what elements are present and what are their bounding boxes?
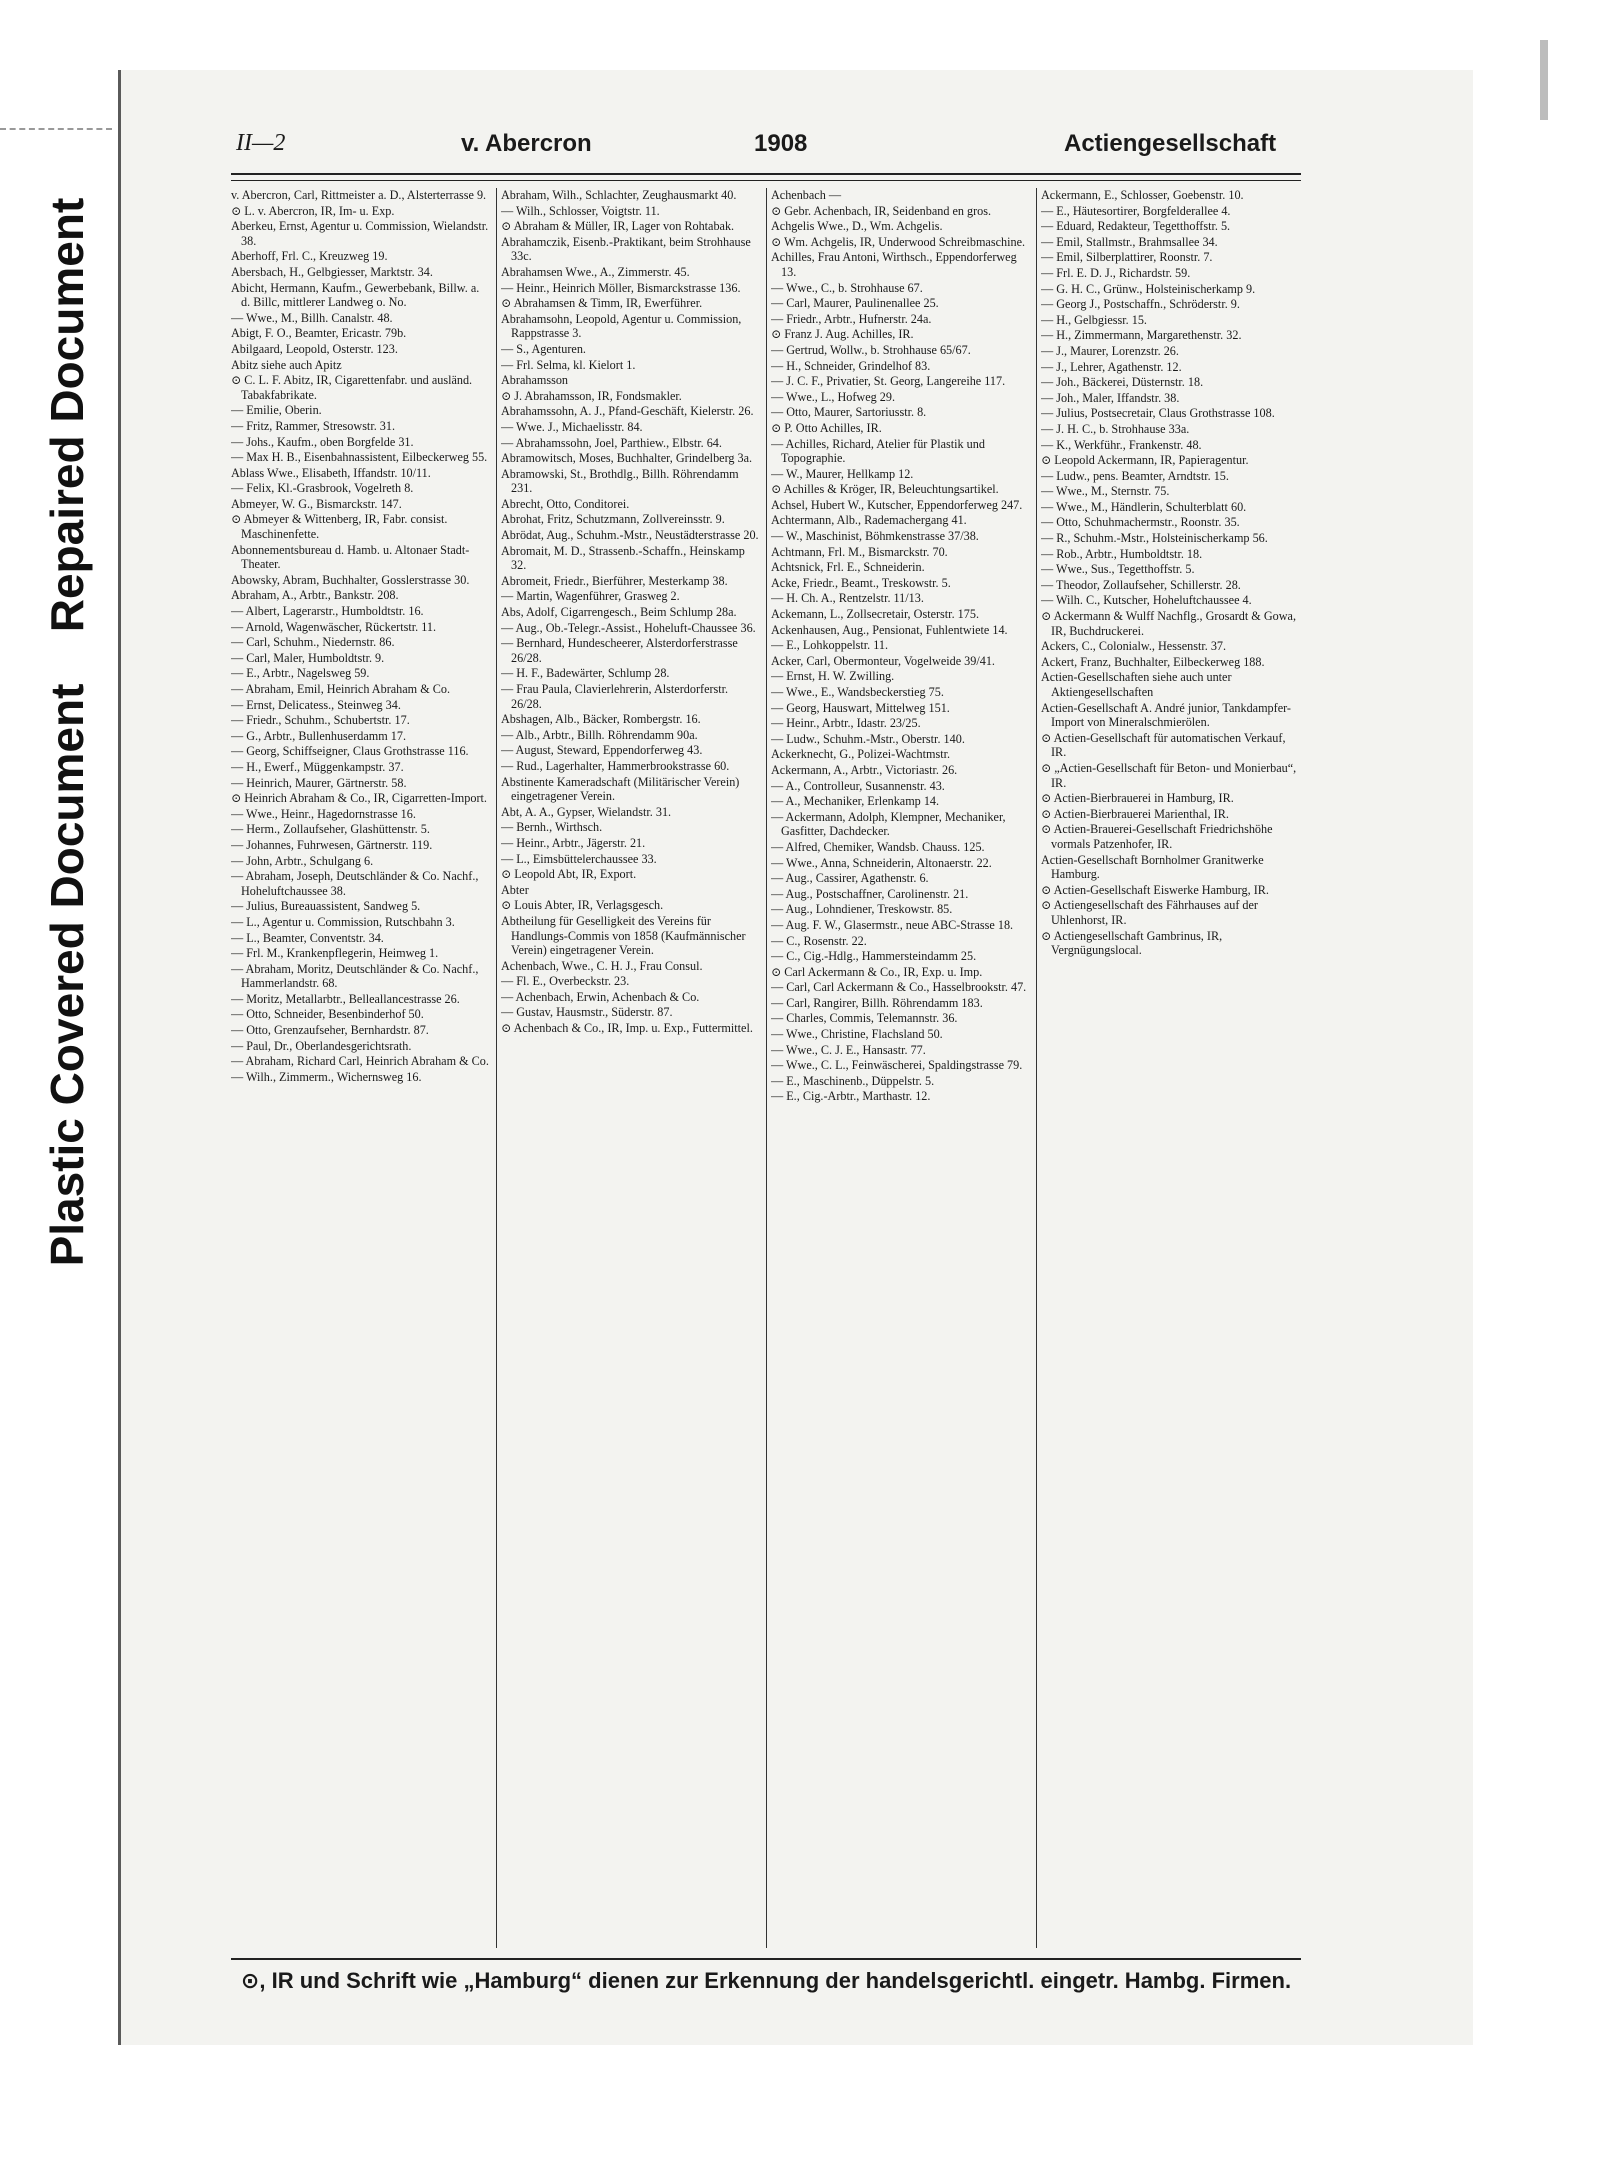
directory-entry: — Julius, Postsecretair, Claus Grothstrasse 108. bbox=[1041, 406, 1275, 421]
directory-entry: — Fritz, Rammer, Stresowstr. 31. bbox=[231, 418, 396, 433]
directory-entry: — Otto, Schneider, Besenbinderhof 50. bbox=[231, 1007, 424, 1022]
directory-entry: — Martin, Wagenführer, Grasweg 2. bbox=[501, 589, 680, 604]
directory-entry: — Carl, Maler, Humboldtstr. 9. bbox=[231, 650, 385, 665]
directory-entry: Achenbach, Wwe., C. H. J., Frau Consul. bbox=[501, 958, 703, 973]
directory-entry: — August, Steward, Eppendorferweg 43. bbox=[501, 743, 703, 758]
directory-entry: — Moritz, Metallarbtr., Belleallancestrasse 26. bbox=[231, 991, 460, 1006]
directory-entry: — Alfred, Chemiker, Wandsb. Chauss. 125. bbox=[771, 839, 985, 854]
directory-entry: — Frl. M., Krankenpflegerin, Heimweg 1. bbox=[231, 946, 439, 961]
directory-entry: Abigt, F. O., Beamter, Ericastr. 79b. bbox=[231, 326, 407, 341]
directory-entry: — H., Ewerf., Müggenkampstr. 37. bbox=[231, 759, 404, 774]
directory-entry: ⊙ Actien-Bierbrauerei in Hamburg, IR. bbox=[1041, 791, 1234, 806]
directory-entry: Abt, A. A., Gypser, Wielandstr. 31. bbox=[501, 804, 672, 819]
directory-entry: Achtmann, Frl. M., Bismarckstr. 70. bbox=[771, 544, 948, 559]
directory-entry: — Wilh., Zimmerm., Wichernsweg 16. bbox=[231, 1069, 422, 1084]
directory-entry: Abraham, Wilh., Schlachter, Zeughausmarkt 40. bbox=[501, 188, 737, 202]
directory-entry: — Wwe., C. J. E., Hansastr. 77. bbox=[771, 1042, 926, 1057]
directory-entry: — Ernst, Delicatess., Steinweg 34. bbox=[231, 697, 401, 712]
directory-entry: Abrahamczik, Eisenb.-Praktikant, beim Strohhause 33c. bbox=[501, 234, 751, 264]
directory-entry: Actien-Gesellschaften siehe auch unter Aktiengesellschaften bbox=[1041, 670, 1232, 699]
directory-entry: Abersbach, H., Gelbgiesser, Marktstr. 34. bbox=[231, 264, 433, 279]
directory-entry: Aberkeu, Ernst, Agentur u. Commission, Wielandstr. 38. bbox=[231, 219, 489, 248]
directory-entry: — Wwe., M., Sternstr. 75. bbox=[1041, 484, 1170, 499]
directory-entry: ⊙ Leopold Abt, IR, Export. bbox=[501, 867, 637, 882]
directory-entry: ⊙ L. v. Abercron, IR, Im- u. Exp. bbox=[231, 203, 395, 218]
directory-entry: — Aug., Cassirer, Agathenstr. 6. bbox=[771, 871, 929, 886]
document-page bbox=[118, 70, 1473, 2045]
page-header bbox=[236, 130, 1316, 170]
directory-entry: ⊙ Abmeyer & Wittenberg, IR, Fabr. consist. Maschinenfette. bbox=[231, 512, 448, 542]
directory-entry: — Wwe., L., Hofweg 29. bbox=[771, 389, 895, 404]
directory-entry: — Bernh., Wirthsch. bbox=[501, 820, 603, 835]
directory-entry: — Otto, Grenzaufseher, Bernhardstr. 87. bbox=[231, 1023, 429, 1038]
directory-entry: — Otto, Schuhmachermstr., Roonstr. 35. bbox=[1041, 515, 1240, 530]
directory-entry: — Ludw., Schuhm.-Mstr., Oberstr. 140. bbox=[771, 731, 965, 746]
directory-entry: ⊙ „Actien-Gesellschaft für Beton- und Monierbau“, IR. bbox=[1041, 760, 1297, 790]
directory-entry: — Johs., Kaufm., oben Borgfelde 31. bbox=[231, 434, 414, 449]
directory-entry: Abramowski, St., Brothdlg., Billh. Röhrendamm 231. bbox=[501, 466, 739, 496]
directory-entry: — G., Arbtr., Bullenhuserdamm 17. bbox=[231, 728, 407, 743]
directory-entry: — C., Cig.-Hdlg., Hammersteindamm 25. bbox=[771, 949, 977, 964]
directory-entry: — Albert, Lagerarstr., Humboldtstr. 16. bbox=[231, 604, 424, 619]
directory-entry: — Rob., Arbtr., Humboldtstr. 18. bbox=[1041, 546, 1203, 561]
directory-entry: — John, Arbtr., Schulgang 6. bbox=[231, 853, 374, 868]
directory-entry: Ackemann, L., Zollsecretair, Osterstr. 175. bbox=[771, 607, 979, 622]
directory-entry: — Emilie, Oberin. bbox=[231, 403, 322, 418]
directory-entry: ⊙ Achenbach & Co., IR, Imp. u. Exp., Futtermittel. bbox=[501, 1021, 753, 1036]
header-first-name: v. Abercron bbox=[461, 130, 592, 157]
directory-entry: — Aug., Postschaffner, Carolinenstr. 21. bbox=[771, 886, 969, 901]
directory-entry: — E., Häutesortirer, Borgfelderallee 4. bbox=[1041, 203, 1231, 218]
directory-entry: — Georg J., Postschaffn., Schröderstr. 9. bbox=[1041, 297, 1240, 312]
directory-entry: Abonnementsbureau d. Hamb. u. Altonaer Stadt-Theater. bbox=[231, 542, 470, 572]
directory-entry: — Wwe., C. L., Feinwäscherei, Spaldingstrasse 79. bbox=[771, 1058, 1023, 1073]
directory-entry: Ackers, C., Colonialw., Hessenstr. 37. bbox=[1041, 639, 1227, 654]
directory-entry: — Bernhard, Hundescheerer, Alsterdorferstrasse 26/28. bbox=[501, 636, 738, 665]
directory-entry: — Arnold, Wagenwäscher, Rückertstr. 11. bbox=[231, 619, 436, 634]
directory-entry: — Georg, Hauswart, Mittelweg 151. bbox=[771, 700, 950, 715]
directory-entry: Abicht, Hermann, Kaufm., Gewerbebank, Billw. a. d. Billc, mittlerer Landweg o. No. bbox=[231, 280, 480, 310]
directory-entry: Aberhoff, Frl. C., Kreuzweg 19. bbox=[231, 249, 388, 264]
repaired-document-label bbox=[22, 155, 112, 675]
directory-entry: — Aug., Lohndiener, Treskowstr. 85. bbox=[771, 902, 953, 917]
directory-entry: ⊙ Wm. Achgelis, IR, Underwood Schreibmaschine. bbox=[771, 234, 1026, 249]
directory-entry: — Aug., Ob.-Telegr.-Assist., Hoheluft-Chaussee 36. bbox=[501, 620, 756, 635]
directory-entry: Abtheilung für Geselligkeit des Vereins für Handlungs-Commis von 1858 (Kaufmännischer Verein) eingetragener Verein. bbox=[501, 913, 746, 958]
header-year: 1908 bbox=[754, 130, 808, 157]
directory-entry: Actien-Gesellschaft A. André junior, Tankdampfer-Import von Mineralschmierölen. bbox=[1041, 700, 1291, 730]
directory-entry: Abrahamsen Wwe., A., Zimmerstr. 45. bbox=[501, 264, 690, 279]
directory-entry: Achenbach — bbox=[771, 188, 842, 202]
directory-entry: — Max H. B., Eisenbahnassistent, Eilbeckerweg 55. bbox=[231, 450, 488, 465]
directory-entry: Abitz siehe auch Apitz bbox=[231, 357, 342, 372]
directory-entry: — Frl. E. D. J., Richardstr. 59. bbox=[1041, 265, 1191, 280]
directory-entry: ⊙ Gebr. Achenbach, IR, Seidenband en gros. bbox=[771, 203, 992, 218]
directory-entry: — Heinrich, Maurer, Gärtnerstr. 58. bbox=[231, 775, 407, 790]
plastic-covered-label bbox=[22, 683, 112, 1267]
directory-entry: Ackermann, E., Schlosser, Goebenstr. 10. bbox=[1041, 188, 1244, 202]
directory-entry: Achgelis Wwe., D., Wm. Achgelis. bbox=[771, 219, 943, 234]
directory-entry: ⊙ Leopold Ackermann, IR, Papieragentur. bbox=[1041, 453, 1249, 468]
directory-entry: ⊙ P. Otto Achilles, IR. bbox=[771, 420, 882, 435]
directory-entry: — Carl, Carl Ackermann & Co., Hasselbrookstr. 47. bbox=[771, 980, 1027, 995]
directory-entry: — Aug. F. W., Glasermstr., neue ABC-Strasse 18. bbox=[771, 917, 1014, 932]
directory-entry: — Carl, Rangirer, Billh. Röhrendamm 183. bbox=[771, 995, 983, 1010]
directory-entry: — Emil, Stallmstr., Brahmsallee 34. bbox=[1041, 234, 1218, 249]
directory-entry: Abowsky, Abram, Buchhalter, Gosslerstrasse 30. bbox=[231, 572, 470, 587]
directory-entry: — Julius, Bureauassistent, Sandweg 5. bbox=[231, 899, 421, 914]
directory-entry: — K., Werkführ., Frankenstr. 48. bbox=[1041, 437, 1202, 452]
directory-entry: — Wwe., M., Billh. Canalstr. 48. bbox=[231, 310, 393, 325]
directory-entry: — Achenbach, Erwin, Achenbach & Co. bbox=[501, 989, 700, 1004]
directory-entry: Abshagen, Alb., Bäcker, Rombergstr. 16. bbox=[501, 712, 701, 727]
directory-entry: — E., Cig.-Arbtr., Marthastr. 12. bbox=[771, 1089, 931, 1104]
directory-entry: — L., Eimsbüttelerchaussee 33. bbox=[501, 851, 657, 866]
directory-entry: Ackerknecht, G., Polizei-Wachtmstr. bbox=[771, 747, 951, 762]
directory-entry: — Joh., Maler, Iffandstr. 38. bbox=[1041, 390, 1180, 405]
header-rule bbox=[231, 173, 1301, 181]
directory-entry: — S., Agenturen. bbox=[501, 341, 586, 356]
directory-columns bbox=[231, 188, 1301, 1958]
directory-entry: — E., Maschinenb., Düppelstr. 5. bbox=[771, 1073, 935, 1088]
directory-entry: — Achilles, Richard, Atelier für Plastik und Topographie. bbox=[771, 436, 985, 466]
directory-entry: — G. H. C., Grünw., Holsteinischerkamp 9. bbox=[1041, 281, 1256, 296]
directory-entry: Achsel, Hubert W., Kutscher, Eppendorferweg 247. bbox=[771, 497, 1023, 512]
directory-entry: ⊙ Franz J. Aug. Achilles, IR. bbox=[771, 327, 914, 342]
directory-entry: — Frau Paula, Clavierlehrerin, Alsterdorferstr. 26/28. bbox=[501, 682, 729, 711]
directory-entry: — J., Lehrer, Agathenstr. 12. bbox=[1041, 359, 1182, 374]
directory-entry: — Ernst, H. W. Zwilling. bbox=[771, 669, 895, 684]
directory-entry: Acker, Carl, Obermonteur, Vogelweide 39/41. bbox=[771, 653, 995, 668]
directory-entry: Abrahamsson bbox=[501, 373, 569, 388]
directory-entry: Ablass Wwe., Elisabeth, Iffandstr. 10/11. bbox=[231, 465, 431, 480]
directory-entry: ⊙ Actien-Brauerei-Gesellschaft Friedrichshöhe vormals Patzenhofer, IR. bbox=[1041, 822, 1273, 851]
directory-entry: — Ludw., pens. Beamter, Arndtstr. 15. bbox=[1041, 468, 1229, 483]
directory-entry: — Otto, Maurer, Sartoriusstr. 8. bbox=[771, 405, 927, 420]
directory-entry: — E., Lohkoppelstr. 11. bbox=[771, 638, 889, 653]
header-last-name: Actiengesellschaft bbox=[1064, 130, 1277, 157]
directory-entry: — R., Schuhm.-Mstr., Holsteinischerkamp 56. bbox=[1041, 531, 1268, 546]
directory-entry: — Abraham, Emil, Heinrich Abraham & Co. bbox=[231, 682, 450, 696]
directory-entry: — H. F., Badewärter, Schlump 28. bbox=[501, 666, 670, 681]
directory-entry: — Wwe. J., Michaelisstr. 84. bbox=[501, 419, 643, 434]
directory-entry: — Emil, Silberplattirer, Roonstr. 7. bbox=[1041, 250, 1213, 265]
directory-entry: — H., Gelbgiessr. 15. bbox=[1041, 312, 1147, 327]
directory-entry: — Wilh. C., Kutscher, Hoheluftchaussee 4. bbox=[1041, 593, 1252, 608]
directory-entry: — Joh., Bäckerei, Düsternstr. 18. bbox=[1041, 375, 1204, 390]
directory-entry: — Wwe., Christine, Flachsland 50. bbox=[771, 1027, 943, 1042]
directory-entry: ⊙ Actien-Bierbrauerei Marienthal, IR. bbox=[1041, 806, 1229, 821]
directory-entry: — Abraham, Moritz, Deutschländer & Co. Nachf., Hammerlandstr. 68. bbox=[231, 961, 479, 991]
directory-entry: — Eduard, Redakteur, Tegetthoffstr. 5. bbox=[1041, 219, 1231, 234]
directory-entry: — Friedr., Arbtr., Hufnerstr. 24a. bbox=[771, 311, 932, 326]
directory-entry: — Abraham, Joseph, Deutschländer & Co. Nachf., Hoheluftchaussee 38. bbox=[231, 869, 479, 898]
scan-edge-mark bbox=[1540, 40, 1548, 120]
directory-entry: — Heinr., Heinrich Möller, Bismarckstrasse 136. bbox=[501, 280, 741, 295]
directory-entry: ⊙ Carl Ackermann & Co., IR, Exp. u. Imp. bbox=[771, 964, 983, 979]
page-number: II—2 bbox=[236, 130, 286, 156]
directory-entry: — Theodor, Zollaufseher, Schillerstr. 28. bbox=[1041, 577, 1241, 592]
directory-entry: ⊙ Abrahamsen & Timm, IR, Ewerführer. bbox=[501, 296, 703, 311]
directory-entry: Acke, Friedr., Beamt., Treskowstr. 5. bbox=[771, 575, 951, 590]
directory-entry: — H., Schneider, Grindelhof 83. bbox=[771, 358, 931, 373]
directory-entry: Actien-Gesellschaft Bornholmer Granitwerke Hamburg. bbox=[1041, 852, 1264, 882]
directory-entry: Abramowitsch, Moses, Buchhalter, Grindelberg 3a. bbox=[501, 451, 753, 466]
scan-dash-line bbox=[0, 128, 112, 130]
directory-entry: ⊙ Louis Abter, IR, Verlagsgesch. bbox=[501, 898, 664, 913]
directory-entry: — Gertrud, Wollw., b. Strohhause 65/67. bbox=[771, 342, 971, 357]
directory-entry: Abter bbox=[501, 882, 529, 897]
directory-entry: — L., Agentur u. Commission, Rutschbahn 3. bbox=[231, 914, 455, 929]
directory-column-4 bbox=[1041, 188, 1299, 1948]
directory-entry: — Johannes, Fuhrwesen, Gärtnerstr. 119. bbox=[231, 837, 433, 852]
directory-entry: — Wwe., M., Händlerin, Schulterblatt 60. bbox=[1041, 499, 1247, 514]
directory-entry: ⊙ Abraham & Müller, IR, Lager von Rohtabak. bbox=[501, 219, 735, 234]
directory-entry: — Felix, Kl.-Grasbrook, Vogelreth 8. bbox=[231, 481, 414, 496]
directory-entry: Abrahamssohn, A. J., Pfand-Geschäft, Kielerstr. 26. bbox=[501, 404, 754, 419]
directory-entry: — Georg, Schiffseigner, Claus Grothstrasse 116. bbox=[231, 744, 469, 759]
directory-entry: — Wwe., Anna, Schneiderin, Altonaerstr. 22. bbox=[771, 855, 992, 870]
directory-entry: — C., Rosenstr. 22. bbox=[771, 933, 867, 948]
directory-entry: Abromait, M. D., Strassenb.-Schaffn., Heinskamp 32. bbox=[501, 543, 745, 573]
directory-entry: Abraham, A., Arbtr., Bankstr. 208. bbox=[231, 588, 399, 603]
directory-entry: Abilgaard, Leopold, Osterstr. 123. bbox=[231, 341, 398, 356]
directory-entry: — J., Maurer, Lorenzstr. 26. bbox=[1041, 343, 1179, 358]
directory-entry: ⊙ Actien-Gesellschaft für automatischen Verkauf, IR. bbox=[1041, 730, 1286, 760]
directory-entry: — Gustav, Hausmstr., Süderstr. 87. bbox=[501, 1005, 673, 1020]
directory-entry: v. Abercron, Carl, Rittmeister a. D., Alsterterrasse 9. bbox=[231, 188, 487, 202]
directory-entry: — W., Maschinist, Böhmkenstrasse 37/38. bbox=[771, 529, 979, 544]
directory-entry: — Charles, Commis, Telemannstr. 36. bbox=[771, 1011, 958, 1026]
directory-entry: — Paul, Dr., Oberlandesgerichtsrath. bbox=[231, 1038, 412, 1053]
directory-entry: — Herm., Zollaufseher, Glashüttenstr. 5. bbox=[231, 822, 430, 837]
directory-entry: — Wwe., C., b. Strohhause 67. bbox=[771, 280, 923, 295]
directory-entry: — W., Maurer, Hellkamp 12. bbox=[771, 466, 914, 481]
directory-entry: Abrohat, Fritz, Schutzmann, Zollvereinsstr. 9. bbox=[501, 512, 725, 527]
directory-entry: ⊙ Actiengesellschaft Gambrinus, IR, Vergnügungslocal. bbox=[1041, 928, 1223, 958]
directory-entry: — J. H. C., b. Strohhause 33a. bbox=[1041, 421, 1190, 436]
directory-entry: — H., Zimmermann, Margarethenstr. 32. bbox=[1041, 328, 1242, 343]
directory-entry: — A., Mechaniker, Erlenkamp 14. bbox=[771, 794, 940, 809]
directory-entry: Achilles, Frau Antoni, Wirthsch., Eppendorferweg 13. bbox=[771, 250, 1017, 279]
directory-entry: — Carl, Schuhm., Niedernstr. 86. bbox=[231, 635, 395, 650]
directory-entry: ⊙ C. L. F. Abitz, IR, Cigarettenfabr. und ausländ. Tabakfabrikate. bbox=[231, 373, 473, 402]
directory-entry: Ackert, Franz, Buchhalter, Eilbeckerweg 188. bbox=[1041, 654, 1265, 669]
directory-entry: — Wwe., Heinr., Hagedornstrasse 16. bbox=[231, 806, 416, 821]
directory-entry: — A., Controlleur, Susannenstr. 43. bbox=[771, 778, 945, 793]
directory-entry: Ackermann, A., Arbtr., Victoriastr. 26. bbox=[771, 762, 958, 777]
directory-column-3 bbox=[771, 188, 1029, 1948]
directory-entry: — H. Ch. A., Rentzelstr. 11/13. bbox=[771, 591, 924, 606]
directory-entry: — Wwe., Sus., Tegetthoffstr. 5. bbox=[1041, 562, 1195, 577]
directory-entry: Abmeyer, W. G., Bismarckstr. 147. bbox=[231, 496, 402, 511]
directory-entry: — Heinr., Arbtr., Idastr. 23/25. bbox=[771, 716, 921, 731]
directory-entry: ⊙ Achilles & Kröger, IR, Beleuchtungsartikel. bbox=[771, 482, 999, 497]
directory-entry: — Wilh., Schlosser, Voigtstr. 11. bbox=[501, 203, 660, 218]
directory-column-2 bbox=[501, 188, 759, 1948]
directory-entry: Abs, Adolf, Cigarrengesch., Beim Schlump 28a. bbox=[501, 605, 737, 620]
directory-entry: ⊙ Ackermann & Wulff Nachflg., Grosardt & Gowa, IR, Buchdruckerei. bbox=[1041, 609, 1296, 638]
directory-entry: — Rud., Lagerhalter, Hammerbrookstrasse 60. bbox=[501, 758, 730, 773]
directory-entry: — Ackermann, Adolph, Klempner, Mechaniker, Gasfitter, Dachdecker. bbox=[771, 809, 1006, 839]
directory-entry: Abromeit, Friedr., Bierführer, Mesterkamp 38. bbox=[501, 573, 728, 588]
directory-entry: — Carl, Maurer, Paulinenallee 25. bbox=[771, 296, 939, 311]
directory-column-1 bbox=[231, 188, 489, 1948]
plastic-covered-text: Plastic Covered Document bbox=[41, 683, 93, 1267]
footer-note: ⊙, IR und Schrift wie „Hamburg“ dienen zur Erkennung der handelsgerichtl. eingetr. Hambg. Firmen. bbox=[240, 1968, 1292, 1993]
directory-entry: — Abrahamssohn, Joel, Parthiew., Elbstr. 64. bbox=[501, 435, 722, 450]
directory-entry: ⊙ Heinrich Abraham & Co., IR, Cigarretten-Import. bbox=[231, 791, 487, 806]
directory-entry: Ackenhausen, Aug., Pensionat, Fuhlentwiete 14. bbox=[771, 622, 1008, 637]
footer-rule bbox=[231, 1958, 1301, 1960]
repaired-document-text: Repaired Document bbox=[41, 197, 93, 633]
directory-entry: Achtermann, Alb., Rademachergang 41. bbox=[771, 513, 967, 528]
directory-entry: — Fl. E., Overbeckstr. 23. bbox=[501, 974, 630, 989]
directory-entry: Abrecht, Otto, Conditorei. bbox=[501, 496, 630, 511]
directory-entry: — Abraham, Richard Carl, Heinrich Abraham & Co. bbox=[231, 1054, 489, 1069]
directory-entry: Abstinente Kameradschaft (Militärischer Verein) eingetragener Verein. bbox=[501, 774, 740, 804]
directory-entry: ⊙ Actiengesellschaft des Fährhauses auf der Uhlenhorst, IR. bbox=[1041, 898, 1258, 927]
directory-entry: — Frl. Selma, kl. Kielort 1. bbox=[501, 357, 636, 372]
directory-entry: — Alb., Arbtr., Billh. Röhrendamm 90a. bbox=[501, 727, 698, 742]
directory-entry: — J. C. F., Privatier, St. Georg, Langereihe 117. bbox=[771, 374, 1006, 389]
directory-entry: — Heinr., Arbtr., Jägerstr. 21. bbox=[501, 835, 646, 850]
directory-entry: — L., Beamter, Conventstr. 34. bbox=[231, 930, 384, 945]
directory-entry: — E., Arbtr., Nagelsweg 59. bbox=[231, 666, 370, 681]
directory-entry: — Friedr., Schuhm., Schubertstr. 17. bbox=[231, 713, 410, 728]
directory-entry: — Wwe., E., Wandsbeckerstieg 75. bbox=[771, 685, 944, 699]
directory-entry: ⊙ J. Abrahamsson, IR, Fondsmakler. bbox=[501, 388, 682, 403]
directory-entry: Abrahamsohn, Leopold, Agentur u. Commission, Rappstrasse 3. bbox=[501, 311, 742, 341]
directory-entry: Abrödat, Aug., Schuhm.-Mstr., Neustädterstrasse 20. bbox=[501, 528, 759, 543]
directory-entry: ⊙ Actien-Gesellschaft Eiswerke Hamburg, IR. bbox=[1041, 882, 1269, 897]
directory-entry: Achtsnick, Frl. E., Schneiderin. bbox=[771, 560, 925, 575]
